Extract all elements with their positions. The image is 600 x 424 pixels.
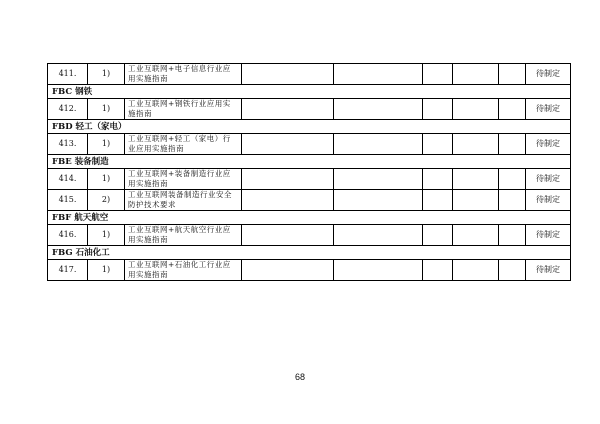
status-cell: 待制定 (526, 260, 571, 281)
standard-title: 工业互联网+电子信息行业应用实施指南 (125, 64, 242, 85)
status-cell: 待制定 (526, 190, 571, 211)
empty-cell (423, 225, 453, 246)
sub-number: 1) (88, 225, 125, 246)
table-row (48, 260, 571, 281)
standard-title: 工业互联网+石油化工行业应用实施指南 (125, 260, 242, 281)
empty-cell (334, 99, 423, 120)
section-header-row (48, 211, 571, 225)
empty-cell (423, 260, 453, 281)
standard-title: 工业互联网+钢铁行业应用实施指南 (125, 99, 242, 120)
empty-cell (499, 134, 526, 155)
item-number: 416. (48, 225, 88, 246)
item-number: 417. (48, 260, 88, 281)
page-number: 68 (294, 372, 305, 382)
empty-cell (423, 169, 453, 190)
empty-cell (423, 64, 453, 85)
empty-cell (499, 260, 526, 281)
table-body (48, 64, 571, 281)
item-number: 412. (48, 99, 88, 120)
standard-title: 工业互联网+航天航空行业应用实施指南 (125, 225, 242, 246)
item-number: 411. (48, 64, 88, 85)
empty-cell (453, 260, 499, 281)
standard-title: 工业互联网装备制造行业安全防护技术要求 (125, 190, 242, 211)
empty-cell (499, 190, 526, 211)
empty-cell (423, 99, 453, 120)
status-cell: 待制定 (526, 64, 571, 85)
empty-cell (453, 190, 499, 211)
status-cell: 待制定 (526, 134, 571, 155)
status-cell: 待制定 (526, 169, 571, 190)
table-row (48, 190, 571, 211)
section-label: FBG 石油化工 (48, 246, 571, 260)
empty-cell (453, 99, 499, 120)
empty-cell (453, 225, 499, 246)
empty-cell (242, 260, 334, 281)
empty-cell (453, 64, 499, 85)
status-cell: 待制定 (526, 99, 571, 120)
section-label: FBF 航天航空 (48, 211, 571, 225)
empty-cell (453, 134, 499, 155)
section-header-row (48, 155, 571, 169)
table-row (48, 64, 571, 85)
status-cell: 待制定 (526, 225, 571, 246)
standard-title: 工业互联网+装备制造行业应用实施指南 (125, 169, 242, 190)
empty-cell (334, 190, 423, 211)
table-row (48, 225, 571, 246)
item-number: 415. (48, 190, 88, 211)
empty-cell (423, 190, 453, 211)
table-row (48, 134, 571, 155)
empty-cell (499, 225, 526, 246)
empty-cell (242, 225, 334, 246)
sub-number: 2) (88, 190, 125, 211)
sub-number: 1) (88, 260, 125, 281)
table-row (48, 169, 571, 190)
section-header-row (48, 85, 571, 99)
empty-cell (499, 169, 526, 190)
table-row (48, 99, 571, 120)
empty-cell (499, 64, 526, 85)
sub-number: 1) (88, 64, 125, 85)
sub-number: 1) (88, 134, 125, 155)
empty-cell (242, 169, 334, 190)
section-label: FBD 轻工（家电） (48, 120, 571, 134)
standards-table (47, 63, 571, 281)
section-header-row (48, 120, 571, 134)
empty-cell (242, 134, 334, 155)
item-number: 414. (48, 169, 88, 190)
standard-title: 工业互联网+轻工（家电）行业应用实施指南 (125, 134, 242, 155)
empty-cell (242, 99, 334, 120)
empty-cell (453, 169, 499, 190)
empty-cell (334, 169, 423, 190)
section-header-row (48, 246, 571, 260)
empty-cell (334, 64, 423, 85)
empty-cell (423, 134, 453, 155)
sub-number: 1) (88, 169, 125, 190)
empty-cell (242, 64, 334, 85)
item-number: 413. (48, 134, 88, 155)
empty-cell (334, 225, 423, 246)
empty-cell (334, 134, 423, 155)
section-label: FBE 装备制造 (48, 155, 571, 169)
sub-number: 1) (88, 99, 125, 120)
empty-cell (499, 99, 526, 120)
section-label: FBC 钢铁 (48, 85, 571, 99)
empty-cell (334, 260, 423, 281)
empty-cell (242, 190, 334, 211)
